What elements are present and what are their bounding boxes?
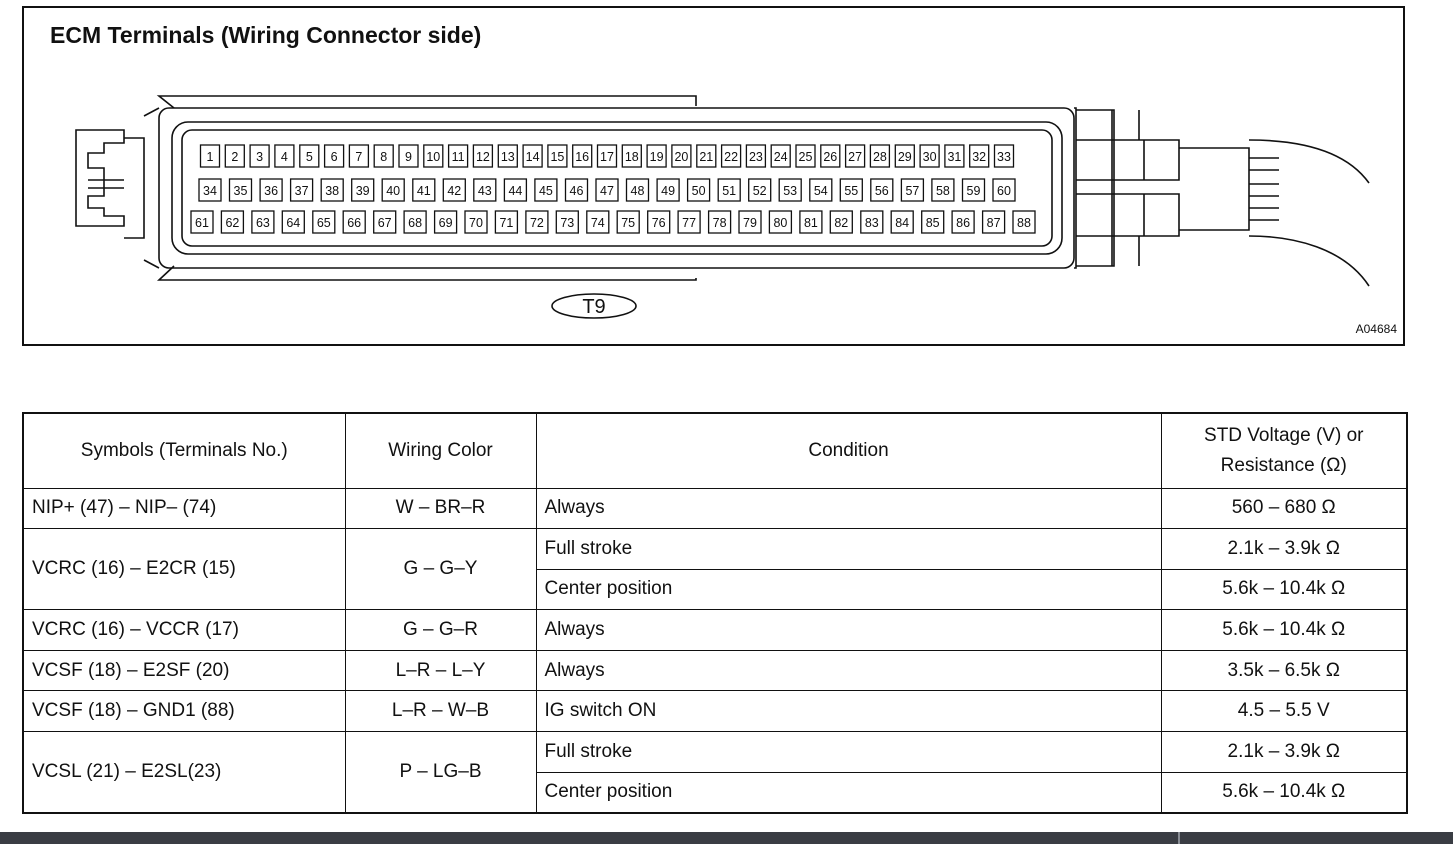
cell-condition: Always	[536, 650, 1161, 691]
terminal-pin-label: 20	[674, 150, 689, 164]
table-row	[23, 488, 1407, 529]
cell-wiring-color: G – G–R	[345, 610, 536, 651]
terminal-pin-label: 45	[538, 184, 553, 198]
terminal-pin-label: 51	[722, 184, 737, 198]
cell-wiring-color: W – BR–R	[345, 488, 536, 529]
terminal-pin-label: 48	[630, 184, 645, 198]
cell-symbols: VCSF (18) – GND1 (88)	[23, 691, 345, 732]
table-row	[23, 529, 1407, 570]
cell-std-value: 5.6k – 10.4k Ω	[1161, 610, 1407, 651]
cell-symbols: NIP+ (47) – NIP– (74)	[23, 488, 345, 529]
terminal-pin-label: 16	[575, 150, 590, 164]
cell-symbols: VCRC (16) – VCCR (17)	[23, 610, 345, 651]
terminal-pin-label: 24	[773, 150, 788, 164]
figure-code: A04684	[1355, 322, 1397, 336]
terminal-pin-label: 14	[525, 150, 540, 164]
terminal-pin-label: 63	[255, 216, 270, 230]
cell-condition: Center position	[536, 772, 1161, 813]
cell-condition: IG switch ON	[536, 691, 1161, 732]
terminal-pin-label: 67	[377, 216, 392, 230]
terminal-pin-label: 81	[803, 216, 818, 230]
terminal-pin-label: 57	[905, 184, 920, 198]
terminal-pin-label: 66	[347, 216, 362, 230]
terminal-pin-label: 87	[986, 216, 1001, 230]
terminal-pin-label: 68	[408, 216, 423, 230]
terminal-pin-label: 54	[813, 184, 828, 198]
terminal-pin-label: 82	[834, 216, 849, 230]
terminal-pin-label: 76	[651, 216, 666, 230]
terminal-pin-label: 41	[416, 184, 431, 198]
cell-std-value: 2.1k – 3.9k Ω	[1161, 732, 1407, 773]
terminal-pin-label: 86	[956, 216, 971, 230]
header-std-line1: STD Voltage (V) or	[1204, 424, 1364, 446]
cell-condition: Always	[536, 610, 1161, 651]
terminal-pin-label: 43	[477, 184, 492, 198]
terminal-pin-label: 85	[925, 216, 940, 230]
terminal-pin-label: 7	[355, 150, 363, 164]
cell-wiring-color: L–R – L–Y	[345, 650, 536, 691]
cell-condition: Full stroke	[536, 529, 1161, 570]
terminal-pin-label: 70	[469, 216, 483, 230]
table-row	[23, 691, 1407, 732]
header-symbols: Symbols (Terminals No.)	[23, 413, 345, 488]
terminal-pin-label: 11	[451, 150, 465, 164]
table-row	[23, 732, 1407, 773]
header-std-line2: Resistance (Ω)	[1220, 454, 1347, 476]
terminal-pin-label: 49	[661, 184, 676, 198]
terminal-pin-label: 2	[231, 150, 239, 164]
cell-condition: Full stroke	[536, 732, 1161, 773]
cell-std-value: 5.6k – 10.4k Ω	[1161, 772, 1407, 813]
connector-id-label: T9	[582, 296, 606, 318]
diagram-title: ECM Terminals (Wiring Connector side)	[50, 22, 482, 48]
terminal-pin-label: 32	[972, 150, 987, 164]
terminal-pin-label: 56	[874, 184, 889, 198]
cell-symbols: VCSF (18) – E2SF (20)	[23, 650, 345, 691]
terminal-pin-label: 1	[206, 150, 214, 164]
terminal-pin-label: 78	[712, 216, 727, 230]
terminal-pin-label: 25	[798, 150, 813, 164]
terminal-pin-label: 84	[895, 216, 910, 230]
table-body	[23, 488, 1407, 813]
terminal-pin-label: 46	[569, 184, 584, 198]
terminal-pin-label: 13	[500, 150, 515, 164]
cell-std-value: 560 – 680 Ω	[1161, 488, 1407, 529]
terminal-pin-label: 21	[699, 150, 714, 164]
cell-symbols: VCRC (16) – E2CR (15)	[23, 529, 345, 610]
terminal-pin-label: 83	[864, 216, 879, 230]
bottom-bar-divider	[1178, 832, 1180, 844]
terminal-pin-label: 88	[1017, 216, 1031, 230]
terminal-pin-label: 33	[997, 150, 1011, 164]
terminal-pin-label: 72	[529, 216, 544, 230]
terminal-pin-label: 55	[844, 184, 859, 198]
terminal-pin-label: 77	[682, 216, 697, 230]
terminal-pin-label: 59	[966, 184, 981, 198]
terminal-pin-label: 23	[748, 150, 763, 164]
table-row	[23, 610, 1407, 651]
terminal-pin-label: 50	[691, 184, 706, 198]
terminal-pin-label: 6	[330, 150, 338, 164]
terminal-pin-label: 29	[897, 150, 912, 164]
table-header-row	[23, 413, 1407, 488]
cell-wiring-color: P – LG–B	[345, 732, 536, 813]
header-wiring-color: Wiring Color	[345, 413, 536, 488]
cell-condition: Center position	[536, 569, 1161, 610]
cell-std-value: 5.6k – 10.4k Ω	[1161, 569, 1407, 610]
terminal-spec-table	[22, 412, 1408, 814]
table-row	[23, 650, 1407, 691]
terminal-pin-label: 60	[997, 184, 1011, 198]
terminal-pin-label: 64	[286, 216, 301, 230]
terminal-pin-label: 74	[590, 216, 605, 230]
terminal-pin-label: 73	[560, 216, 575, 230]
terminal-pin-label: 79	[743, 216, 757, 230]
cell-wiring-color: G – G–Y	[345, 529, 536, 610]
cell-wiring-color: L–R – W–B	[345, 691, 536, 732]
terminal-pin-label: 28	[872, 150, 887, 164]
terminal-pin-label: 47	[600, 184, 614, 198]
terminal-pin-label: 69	[438, 216, 453, 230]
connector-drawing	[24, 8, 1403, 344]
wire-harness	[1249, 140, 1369, 286]
terminal-pin-label: 53	[783, 184, 798, 198]
terminal-pin-label: 19	[649, 150, 664, 164]
terminal-pin-label: 44	[508, 184, 523, 198]
header-condition: Condition	[536, 413, 1161, 488]
terminal-pin-label: 62	[225, 216, 240, 230]
terminal-pin-label: 38	[325, 184, 340, 198]
terminal-pin-label: 9	[405, 150, 412, 164]
terminal-pin-label: 3	[256, 150, 264, 164]
terminal-pin-label: 80	[773, 216, 788, 230]
terminal-pin-label: 40	[386, 184, 401, 198]
connector-latch	[76, 130, 124, 226]
terminal-pin-label: 65	[316, 216, 331, 230]
terminal-pin-label: 71	[499, 216, 514, 230]
terminal-pin-label: 61	[195, 216, 209, 230]
terminal-pin-label: 42	[447, 184, 462, 198]
connector-diagram	[22, 6, 1405, 346]
terminal-pin-label: 52	[752, 184, 767, 198]
terminal-pin-label: 31	[947, 150, 962, 164]
terminal-pin-label: 75	[621, 216, 636, 230]
cell-symbols: VCSL (21) – E2SL(23)	[23, 732, 345, 813]
terminal-pin-label: 8	[380, 150, 388, 164]
cell-std-value: 4.5 – 5.5 V	[1161, 691, 1407, 732]
terminal-pin-label: 26	[823, 150, 838, 164]
terminal-pin-label: 22	[724, 150, 739, 164]
terminal-pin-label: 34	[203, 184, 217, 198]
terminal-pin-label: 36	[264, 184, 279, 198]
terminal-pin-label: 35	[233, 184, 248, 198]
header-std-value	[1161, 413, 1407, 488]
cable-shroud	[1076, 110, 1114, 266]
terminal-pin-label: 4	[280, 150, 288, 164]
terminal-pin-label: 18	[624, 150, 639, 164]
terminal-pin-label: 30	[922, 150, 937, 164]
terminal-pin-label: 39	[355, 184, 370, 198]
bottom-bar	[0, 832, 1453, 844]
pin-grid	[191, 145, 1035, 233]
terminal-pin-label: 12	[475, 150, 490, 164]
terminal-pin-label: 15	[550, 150, 565, 164]
terminal-pin-label: 37	[294, 184, 309, 198]
terminal-pin-label: 58	[935, 184, 950, 198]
terminal-pin-label: 17	[600, 150, 614, 164]
terminal-pin-label: 27	[848, 150, 863, 164]
cell-std-value: 3.5k – 6.5k Ω	[1161, 650, 1407, 691]
cell-std-value: 2.1k – 3.9k Ω	[1161, 529, 1407, 570]
terminal-pin-label: 10	[426, 150, 441, 164]
cell-condition: Always	[536, 488, 1161, 529]
terminal-pin-label: 5	[305, 150, 313, 164]
